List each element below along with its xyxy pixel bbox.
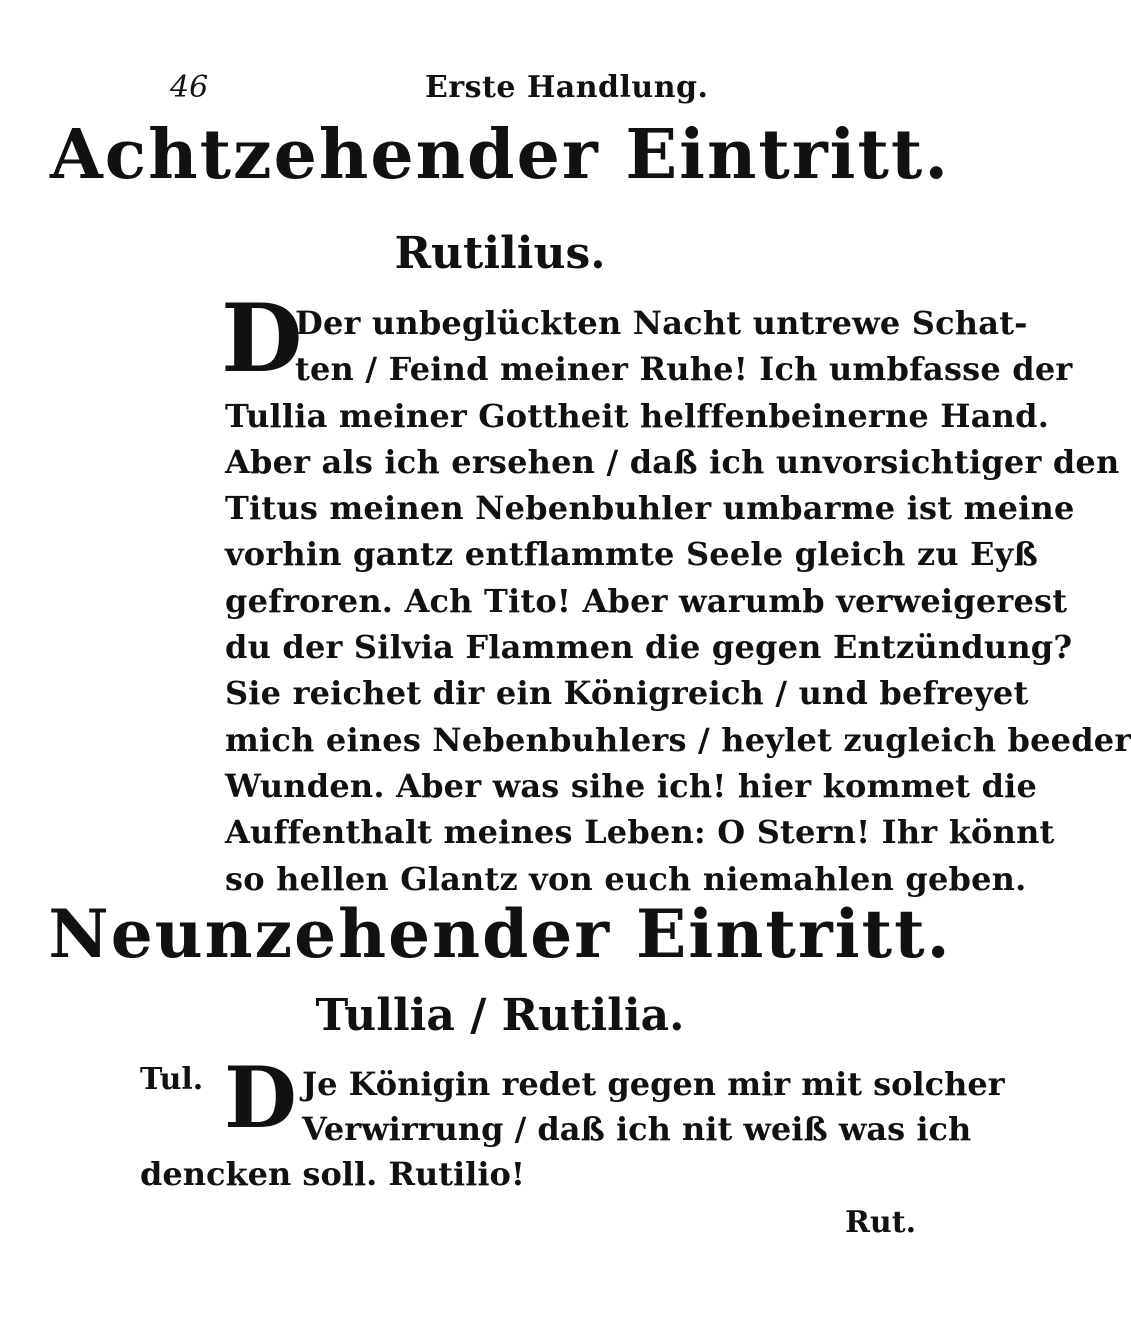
catchword: Rut.: [845, 1205, 917, 1240]
text-line: Aber als ich ersehen / daß ich unvorsichtiger den: [225, 442, 1120, 481]
speaker-heading-tullia-rutilia: Tullia / Rutilia.: [315, 990, 685, 1041]
text-line: Der unbeglückten Nacht untrewe Schat-: [295, 304, 1028, 342]
text-line: Auffenthalt meines Leben: O Stern! Ihr könnt: [225, 813, 1055, 852]
monologue-text: [221, 284, 1131, 902]
text-line: dencken soll. Rutilio!: [140, 1155, 525, 1193]
scene-title-18: Achtzehender Eintritt.: [49, 115, 950, 195]
text-line: Titus meinen Nebenbuhler umbarme ist meine: [225, 489, 1075, 528]
text-line: mich eines Nebenbuhlers / heylet zugleich beeder: [225, 720, 1131, 759]
text-line: ten / Feind meiner Ruhe! Ich umbfasse der: [295, 350, 1073, 389]
text-line: du der Silvia Flammen die gegen Entzündung?: [225, 628, 1073, 667]
drop-cap-initial: D: [221, 284, 303, 394]
text-line: vorhin gantz entflammte Seele gleich zu Eyß: [225, 535, 1039, 574]
running-head: Erste Handlung.: [425, 70, 709, 105]
page-number: 46: [170, 70, 209, 105]
text-line: so hellen Glantz von euch niemahlen geben.: [225, 859, 1027, 898]
page-header: [0, 70, 1000, 110]
drop-cap-initial: D: [224, 1048, 297, 1147]
text-line: Sie reichet dir ein Königreich / und befreyet: [225, 674, 1029, 713]
text-line: Wunden. Aber was sihe ich! hier kommet die: [225, 766, 1038, 805]
text-line: gefroren. Ach Tito! Aber warumb verweigerest: [225, 581, 1068, 620]
text-line: Tullia meiner Gottheit helffenbeinerne Hand.: [225, 396, 1050, 435]
speaker-tag: Tul.: [140, 1062, 204, 1097]
text-line: Je Königin redet gegen mir mit solcher: [302, 1065, 1005, 1103]
text-line: Verwirrung / daß ich nit weiß was ich: [302, 1110, 972, 1148]
speaker-heading-rutilius: Rutilius.: [394, 228, 606, 279]
scene-title-19: Neunzehender Eintritt.: [48, 895, 952, 973]
